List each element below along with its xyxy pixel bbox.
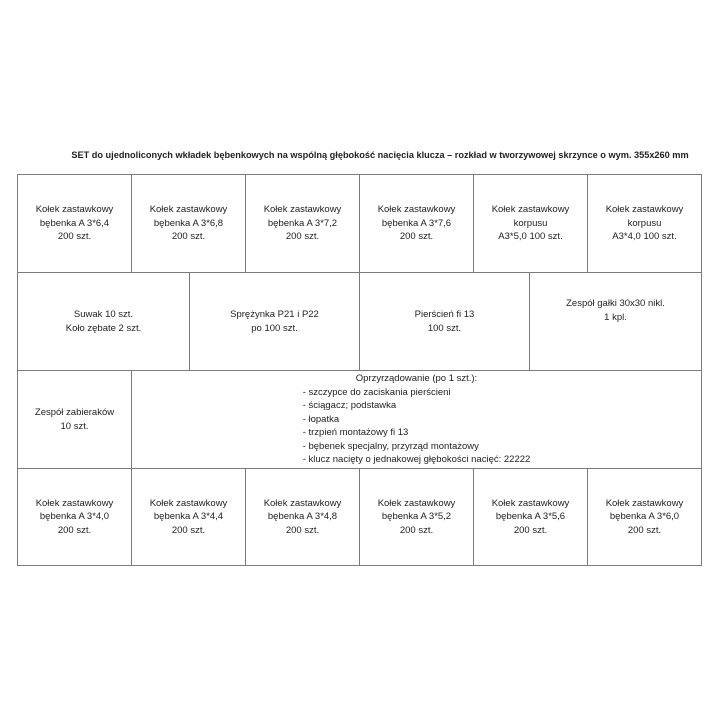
table-cell bbox=[18, 273, 190, 371]
cell-text: Kołek zastawkowy korpusu A3*4,0 100 szt. bbox=[605, 204, 684, 243]
cell-text: Kołek zastawkowy bębenka A 3*7,2 200 szt. bbox=[263, 204, 342, 243]
cell-text: Zespół gałki 30x30 nikl. 1 kpl. bbox=[566, 298, 665, 323]
cell-text: Kołek zastawkowy bębenka A 3*5,6 200 szt. bbox=[491, 497, 570, 536]
table-cell bbox=[474, 175, 588, 273]
cell-text: Zespół zabieraków 10 szt. bbox=[34, 407, 115, 432]
cell-text: Kołek zastawkowy bębenka A 3*4,8 200 szt. bbox=[263, 497, 342, 536]
tools-cell bbox=[132, 371, 701, 469]
table-cell bbox=[474, 469, 588, 565]
tools-list bbox=[303, 386, 531, 467]
contents-table bbox=[17, 174, 702, 566]
list-item: - trzpień montażowy fi 13 bbox=[302, 427, 409, 439]
table-cell bbox=[588, 175, 701, 273]
table-cell bbox=[360, 469, 474, 565]
table-cell bbox=[588, 469, 701, 565]
page-title: SET do ujednoliconych wkładek bębenkowych na wspólną głębokość nacięcia klucza – rozkład w tworzywowej skrzynce o wym. 355x260 mm bbox=[71, 150, 689, 160]
cell-text: Kołek zastawkowy bębenka A 3*5,2 200 szt. bbox=[377, 497, 456, 536]
cell-text: Kołek zastawkowy bębenka A 3*4,0 200 szt. bbox=[35, 497, 114, 536]
list-item: - klucz nacięty o jednakowej głębokości nacięć: 22222 bbox=[302, 454, 531, 466]
table-cell bbox=[530, 273, 701, 371]
list-item: - łopatka bbox=[302, 413, 340, 425]
table-cell bbox=[18, 371, 132, 469]
table-cell bbox=[132, 469, 246, 565]
table-cell bbox=[18, 469, 132, 565]
cell-text: Suwak 10 szt. Koło zębate 2 szt. bbox=[65, 309, 142, 334]
cell-text: Kołek zastawkowy bębenka A 3*6,4 200 szt. bbox=[35, 204, 114, 243]
table-cell bbox=[246, 469, 360, 565]
table-cell bbox=[132, 175, 246, 273]
cell-text: Kołek zastawkowy bębenka A 3*7,6 200 szt. bbox=[377, 204, 456, 243]
cell-text: Kołek zastawkowy korpusu A3*5,0 100 szt. bbox=[491, 204, 570, 243]
list-item: - szczypce do zaciskania pierścieni bbox=[302, 386, 451, 398]
list-item: - bębenek specjalny, przyrząd montażowy bbox=[302, 440, 479, 452]
table-cell bbox=[190, 273, 360, 371]
cell-text: Kołek zastawkowy bębenka A 3*6,0 200 szt. bbox=[605, 497, 684, 536]
table-cell bbox=[18, 175, 132, 273]
table-cell bbox=[360, 175, 474, 273]
table-cell bbox=[360, 273, 530, 371]
cell-text: Sprężynka P21 i P22 po 100 szt. bbox=[230, 309, 319, 334]
cell-text: Pierścień fi 13 100 szt. bbox=[414, 309, 475, 334]
table-cell bbox=[246, 175, 360, 273]
cell-text: Kołek zastawkowy bębenka A 3*4,4 200 szt. bbox=[149, 497, 228, 536]
cell-text: Kołek zastawkowy bębenka A 3*6,8 200 szt. bbox=[149, 204, 228, 243]
list-item: - ściągacz; podstawka bbox=[302, 400, 397, 412]
tools-heading: Oprzyrządowanie (po 1 szt.): bbox=[355, 373, 478, 385]
